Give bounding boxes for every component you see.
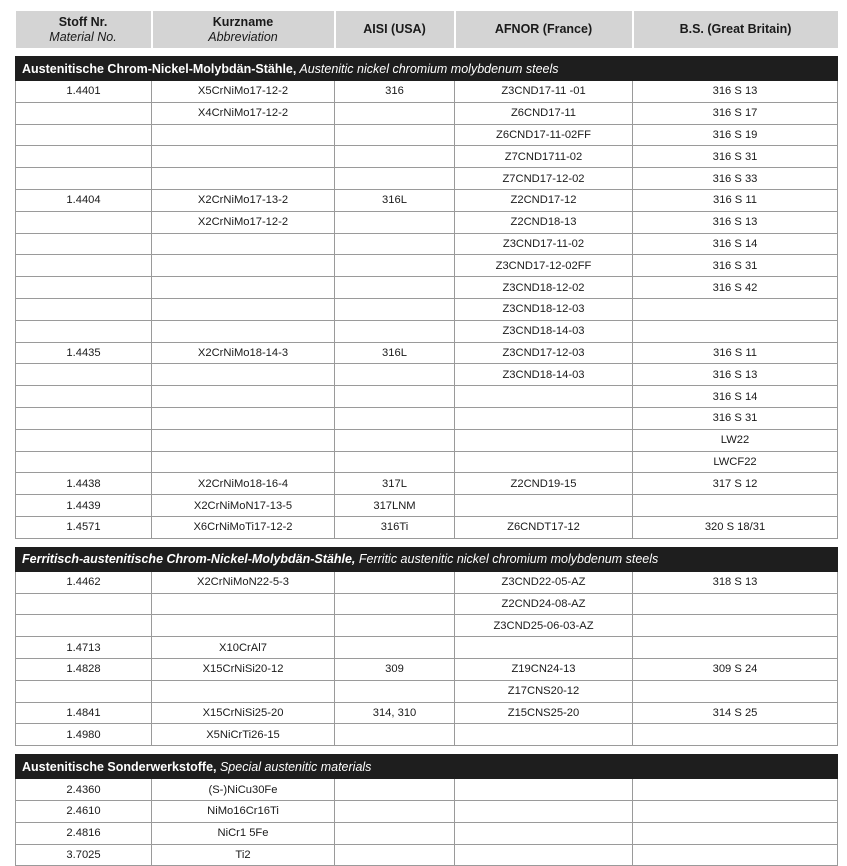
cell-bs [633,800,838,822]
cell-material-no: 2.4816 [16,822,152,844]
cell-bs [633,593,838,615]
cell-afnor: Z3CND22-05-AZ [455,571,633,593]
cell-bs [633,724,838,746]
cell-bs: 316 S 11 [633,189,838,211]
cell-bs: 316 S 17 [633,102,838,124]
table-row [16,593,838,615]
cell-aisi: 316Ti [335,516,455,538]
cell-abbreviation [152,146,335,168]
cell-bs: LW22 [633,429,838,451]
header-row [16,11,838,48]
cell-abbreviation [152,386,335,408]
cell-aisi: 316L [335,342,455,364]
cell-material-no [16,277,152,299]
cell-material-no [16,386,152,408]
cell-aisi [335,844,455,866]
cell-aisi: 316 [335,81,455,103]
cell-bs [633,844,838,866]
cell-material-no [16,124,152,146]
cell-afnor: Z2CND24-08-AZ [455,593,633,615]
cell-abbreviation [152,168,335,190]
cell-afnor: Z3CND17-11-02 [455,233,633,255]
cell-aisi [335,779,455,801]
section-title-en: Special austenitic materials [216,759,372,774]
section-gap-cell [16,48,838,57]
header-abbreviation [152,11,335,48]
cell-aisi [335,615,455,637]
section-gap [16,48,838,57]
cell-aisi: 317LNM [335,495,455,517]
table-row [16,146,838,168]
table-row [16,407,838,429]
cell-abbreviation: X2CrNiMo18-14-3 [152,342,335,364]
cell-afnor: Z3CND25-06-03-AZ [455,615,633,637]
cell-afnor: Z3CND17-12-02FF [455,255,633,277]
cell-abbreviation [152,233,335,255]
cell-abbreviation: X4CrNiMo17-12-2 [152,102,335,124]
cell-afnor [455,637,633,659]
cell-afnor: Z6CNDT17-12 [455,516,633,538]
cell-bs: 316 S 14 [633,386,838,408]
cell-afnor [455,844,633,866]
cell-aisi [335,277,455,299]
section-title-de: Ferritisch-austenitische Chrom-Nickel-Molybdän-Stähle, [22,552,356,567]
header-main: B.S. (Great Britain) [679,22,792,36]
cell-afnor: Z15CNS25-20 [455,702,633,724]
section-title-de: Austenitische Chrom-Nickel-Molybdän-Stähle, [22,61,297,76]
cell-material-no [16,102,152,124]
cell-material-no: 3.7025 [16,844,152,866]
cell-aisi [335,124,455,146]
cell-bs: 316 S 31 [633,255,838,277]
cell-material-no [16,255,152,277]
cell-material-no [16,451,152,473]
cell-material-no [16,168,152,190]
cell-afnor [455,800,633,822]
cell-bs: 316 S 19 [633,124,838,146]
table-row [16,724,838,746]
cell-afnor: Z6CND17-11 [455,102,633,124]
cell-aisi [335,593,455,615]
cell-bs: 316 S 14 [633,233,838,255]
table-row [16,473,838,495]
cell-aisi [335,298,455,320]
table-row [16,189,838,211]
cell-abbreviation: (S-)NiCu30Fe [152,779,335,801]
table-row [16,364,838,386]
cell-abbreviation [152,277,335,299]
cell-bs: 316 S 11 [633,342,838,364]
header-aisi [335,11,455,48]
cell-bs: 318 S 13 [633,571,838,593]
cell-material-no: 2.4360 [16,779,152,801]
cell-aisi: 316L [335,189,455,211]
cell-aisi [335,168,455,190]
cell-bs [633,495,838,517]
cell-material-no: 1.4571 [16,516,152,538]
cell-afnor [455,495,633,517]
cell-abbreviation [152,298,335,320]
cell-afnor [455,407,633,429]
cell-abbreviation: X10CrAl7 [152,637,335,659]
cell-material-no: 1.4439 [16,495,152,517]
cell-abbreviation: X2CrNiMoN22-5-3 [152,571,335,593]
cell-abbreviation: X15CrNiSi20-12 [152,658,335,680]
cell-afnor: Z7CND1711-02 [455,146,633,168]
table-row [16,615,838,637]
cell-afnor: Z7CND17-12-02 [455,168,633,190]
cell-bs: 316 S 31 [633,146,838,168]
section-header-row [16,547,838,571]
cell-bs: 317 S 12 [633,473,838,495]
cell-material-no [16,429,152,451]
cell-material-no [16,233,152,255]
cell-material-no [16,364,152,386]
table-row [16,779,838,801]
table-row [16,298,838,320]
cell-abbreviation [152,407,335,429]
cell-material-no [16,407,152,429]
cell-bs: 309 S 24 [633,658,838,680]
table-row [16,822,838,844]
table-row [16,102,838,124]
cell-material-no: 1.4438 [16,473,152,495]
table-row [16,495,838,517]
material-table [15,11,838,866]
section-title [16,755,838,779]
cell-abbreviation: X2CrNiMoN17-13-5 [152,495,335,517]
cell-aisi: 317L [335,473,455,495]
cell-abbreviation [152,364,335,386]
cell-bs: LWCF22 [633,451,838,473]
cell-aisi [335,255,455,277]
cell-material-no: 1.4401 [16,81,152,103]
cell-aisi [335,233,455,255]
cell-bs [633,615,838,637]
cell-material-no: 1.4980 [16,724,152,746]
table-row [16,386,838,408]
header-bs [633,11,838,48]
cell-abbreviation: X2CrNiMo17-12-2 [152,211,335,233]
section-header-row [16,57,838,81]
cell-aisi [335,364,455,386]
section-title [16,547,838,571]
cell-material-no: 1.4435 [16,342,152,364]
header-sub: Material No. [49,29,117,44]
cell-afnor [455,724,633,746]
cell-material-no [16,298,152,320]
section-title-de: Austenitische Sonderwerkstoffe, [22,759,217,774]
header-afnor [455,11,633,48]
cell-aisi [335,320,455,342]
cell-bs: 316 S 33 [633,168,838,190]
cell-afnor: Z6CND17-11-02FF [455,124,633,146]
table-row [16,702,838,724]
table-row [16,800,838,822]
cell-aisi [335,637,455,659]
header-sub: Abbreviation [208,29,278,44]
cell-bs [633,822,838,844]
cell-abbreviation: Ti2 [152,844,335,866]
cell-aisi [335,822,455,844]
header-main: Kurzname [212,14,274,29]
section-title-en: Austenitic nickel chromium molybdenum steels [296,61,559,76]
cell-material-no [16,146,152,168]
table-row [16,255,838,277]
cell-bs [633,637,838,659]
table-row [16,451,838,473]
table-row [16,429,838,451]
cell-afnor [455,386,633,408]
cell-afnor: Z3CND17-12-03 [455,342,633,364]
cell-afnor [455,451,633,473]
cell-abbreviation: X2CrNiMo17-13-2 [152,189,335,211]
table-row [16,342,838,364]
header-main: AISI (USA) [363,22,426,36]
cell-abbreviation [152,255,335,277]
cell-aisi [335,102,455,124]
cell-afnor [455,429,633,451]
cell-bs: 316 S 13 [633,364,838,386]
table-row [16,637,838,659]
cell-abbreviation: X5NiCrTi26-15 [152,724,335,746]
table-row [16,516,838,538]
cell-afnor: Z17CNS20-12 [455,680,633,702]
cell-aisi [335,800,455,822]
cell-afnor: Z3CND18-12-03 [455,298,633,320]
cell-bs: 316 S 13 [633,81,838,103]
section-gap [16,746,838,755]
cell-material-no [16,211,152,233]
cell-aisi [335,211,455,233]
cell-abbreviation: X2CrNiMo18-16-4 [152,473,335,495]
cell-abbreviation [152,680,335,702]
cell-bs: 316 S 42 [633,277,838,299]
cell-aisi [335,724,455,746]
cell-abbreviation [152,593,335,615]
cell-abbreviation: NiCr1 5Fe [152,822,335,844]
cell-abbreviation [152,429,335,451]
cell-bs: 316 S 13 [633,211,838,233]
cell-bs [633,298,838,320]
cell-abbreviation [152,615,335,637]
cell-aisi [335,386,455,408]
cell-material-no: 1.4828 [16,658,152,680]
cell-material-no [16,615,152,637]
section-title-en: Ferritic austenitic nickel chromium molybdenum steels [355,552,659,567]
cell-material-no [16,320,152,342]
cell-abbreviation: NiMo16Cr16Ti [152,800,335,822]
section-title [16,57,838,81]
cell-material-no [16,593,152,615]
cell-aisi [335,571,455,593]
table-row [16,81,838,103]
cell-abbreviation: X15CrNiSi25-20 [152,702,335,724]
cell-afnor: Z3CND18-14-03 [455,320,633,342]
cell-abbreviation [152,451,335,473]
cell-material-no [16,680,152,702]
section-header-row [16,755,838,779]
cell-abbreviation: X6CrNiMoTi17-12-2 [152,516,335,538]
table-row [16,124,838,146]
cell-material-no: 1.4404 [16,189,152,211]
cell-aisi: 314, 310 [335,702,455,724]
cell-afnor: Z2CND19-15 [455,473,633,495]
cell-afnor [455,779,633,801]
table-row [16,233,838,255]
cell-abbreviation: X5CrNiMo17-12-2 [152,81,335,103]
cell-afnor: Z19CN24-13 [455,658,633,680]
header-material-no [16,11,152,48]
cell-afnor: Z3CND18-14-03 [455,364,633,386]
cell-material-no: 1.4462 [16,571,152,593]
cell-afnor [455,822,633,844]
cell-afnor: Z3CND18-12-02 [455,277,633,299]
cell-afnor: Z3CND17-11 -01 [455,81,633,103]
cell-material-no: 2.4610 [16,800,152,822]
cell-afnor: Z2CND17-12 [455,189,633,211]
cell-bs: 316 S 31 [633,407,838,429]
table-row [16,658,838,680]
table-body [16,48,838,866]
cell-bs: 320 S 18/31 [633,516,838,538]
table-row [16,211,838,233]
cell-material-no: 1.4713 [16,637,152,659]
cell-bs [633,680,838,702]
cell-aisi [335,429,455,451]
section-gap-cell [16,746,838,755]
table-row [16,680,838,702]
table-row [16,168,838,190]
table-row [16,320,838,342]
section-gap [16,538,838,547]
cell-bs [633,779,838,801]
table-row [16,571,838,593]
cell-abbreviation [152,124,335,146]
cell-aisi: 309 [335,658,455,680]
header-main: AFNOR (France) [494,22,593,36]
cell-aisi [335,146,455,168]
cell-aisi [335,680,455,702]
cell-bs [633,320,838,342]
table-row [16,844,838,866]
cell-aisi [335,451,455,473]
cell-aisi [335,407,455,429]
cell-abbreviation [152,320,335,342]
cell-material-no: 1.4841 [16,702,152,724]
cell-bs: 314 S 25 [633,702,838,724]
cell-afnor: Z2CND18-13 [455,211,633,233]
section-gap-cell [16,538,838,547]
table-row [16,277,838,299]
header-main: Stoff Nr. [58,14,108,29]
